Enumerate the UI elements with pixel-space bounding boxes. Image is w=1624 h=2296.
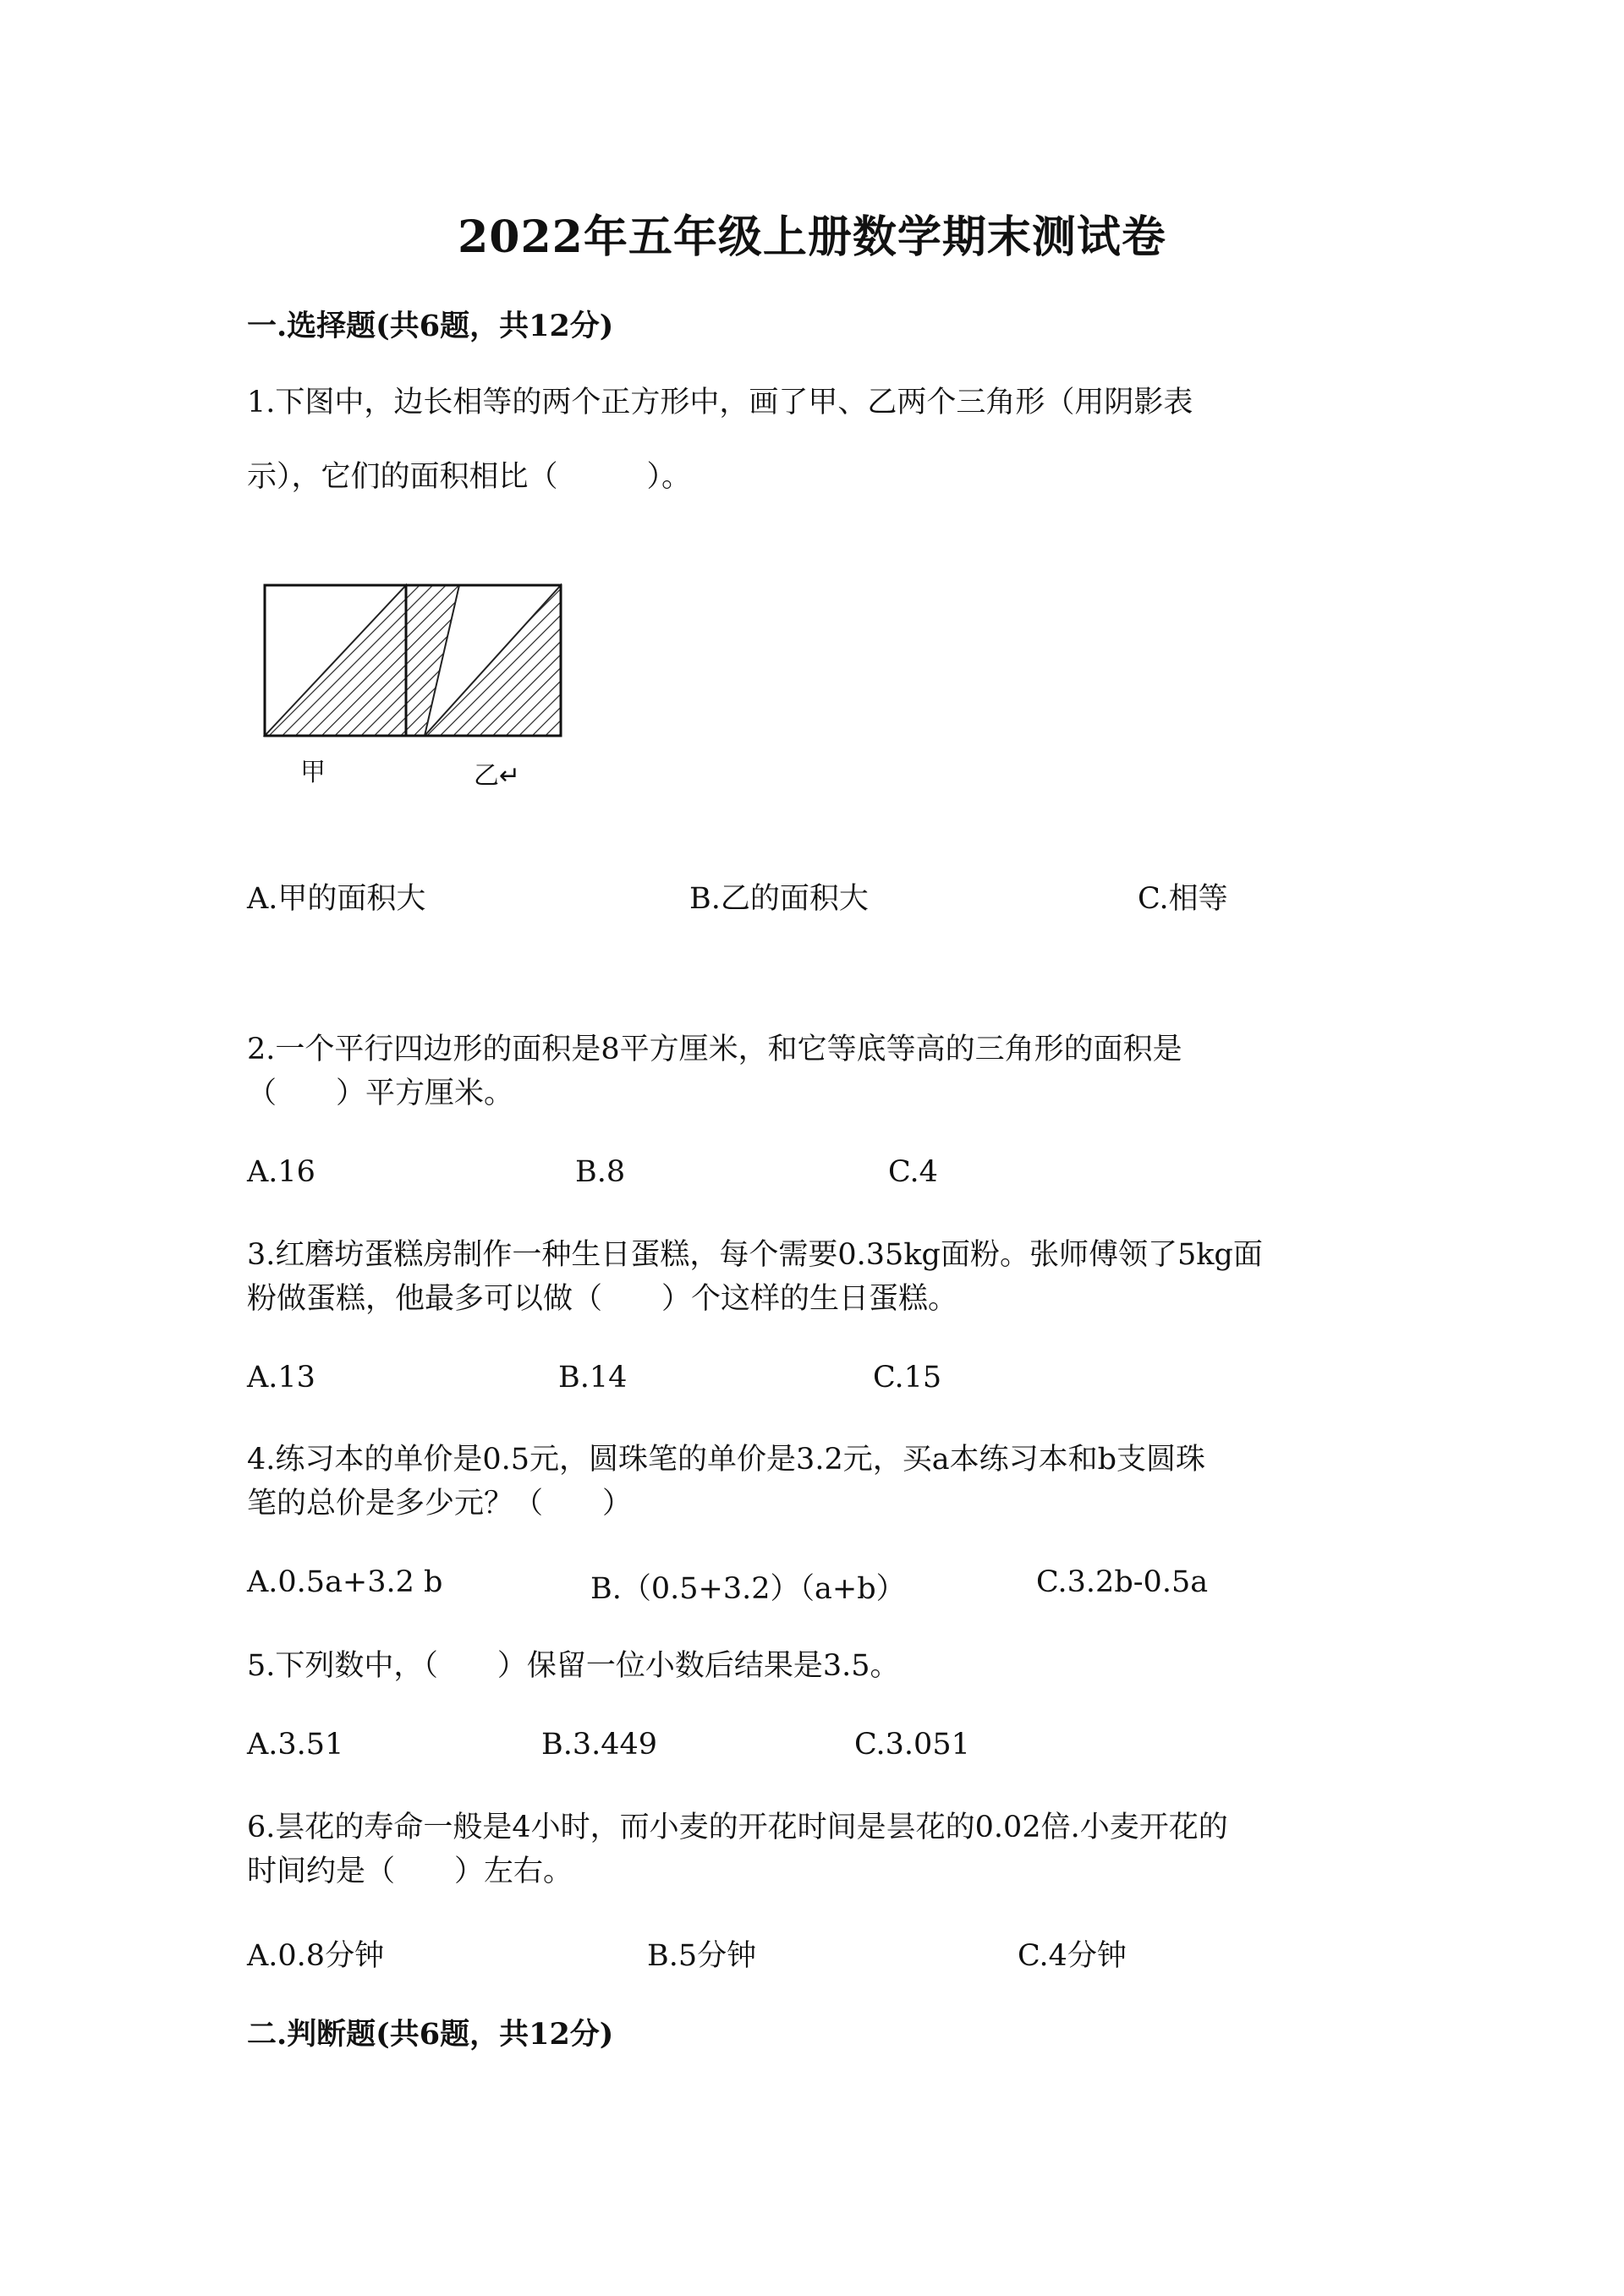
question-3-line-2: 粉做蛋糕，他最多可以做（ ）个这样的生日蛋糕。 [247, 1282, 958, 1316]
q5-option-a: A.3.51 [247, 1728, 344, 1762]
page-title: 2022年五年级上册数学期末测试卷 [458, 211, 1166, 263]
q5-option-b: B.3.449 [541, 1728, 658, 1762]
figure-label-yi: 乙↵ [474, 761, 521, 791]
question-4-line-1: 4.练习本的单价是0.5元，圆珠笔的单价是3.2元，买a本练习本和b支圆珠 [247, 1443, 1205, 1477]
q2-option-b: B.8 [575, 1155, 626, 1189]
question-3-line-1: 3.红磨坊蛋糕房制作一种生日蛋糕，每个需要0.35kg面粉。张师傅领了5kg面 [247, 1238, 1263, 1272]
triangle-jia-shaded [265, 585, 406, 736]
question-2-line-2: （ ）平方厘米。 [247, 1077, 514, 1110]
question-6-line-1: 6.昙花的寿命一般是4小时，而小麦的开花时间是昙花的0.02倍.小麦开花的 [247, 1811, 1228, 1844]
question-2-line-1: 2.一个平行四边形的面积是8平方厘米，和它等底等高的三角形的面积是 [247, 1033, 1182, 1066]
q4-option-b: B.（0.5+3.2）（a+b） [590, 1572, 906, 1606]
question-1-line-1: 1.下图中，边长相等的两个正方形中，画了甲、乙两个三角形（用阴影表 [247, 386, 1193, 419]
q3-option-c: C.15 [873, 1361, 942, 1395]
q1-option-b: B.乙的面积大 [689, 882, 869, 916]
question-1-line-2: 示），它们的面积相比（ ）。 [247, 460, 692, 494]
q6-option-b: B.5分钟 [647, 1939, 757, 1973]
q6-option-c: C.4分钟 [1018, 1939, 1127, 1973]
q1-option-c: C.相等 [1138, 882, 1228, 916]
q1-option-a: A.甲的面积大 [247, 882, 426, 916]
q2-option-c: C.4 [888, 1155, 938, 1189]
question-4-line-2: 笔的总价是多少元？（ ） [247, 1487, 633, 1521]
section-heading-choice: 一.选择题(共6题，共12分) [247, 309, 614, 343]
q6-option-a: A.0.8分钟 [247, 1939, 385, 1973]
figure-label-jia: 甲 [300, 758, 326, 787]
q4-option-c: C.3.2b-0.5a [1036, 1565, 1209, 1599]
question-5-line-1: 5.下列数中，（ ）保留一位小数后结果是3.5。 [247, 1649, 900, 1683]
q2-option-a: A.16 [247, 1155, 315, 1189]
q3-option-b: B.14 [558, 1361, 628, 1395]
q5-option-c: C.3.051 [854, 1728, 970, 1762]
q4-option-a: A.0.5a+3.2 b [247, 1565, 443, 1599]
question-6-line-2: 时间约是（ ）左右。 [247, 1855, 573, 1888]
section-heading-judgement: 二.判断题(共6题，共12分) [247, 2017, 614, 2052]
q3-option-a: A.13 [247, 1361, 315, 1395]
